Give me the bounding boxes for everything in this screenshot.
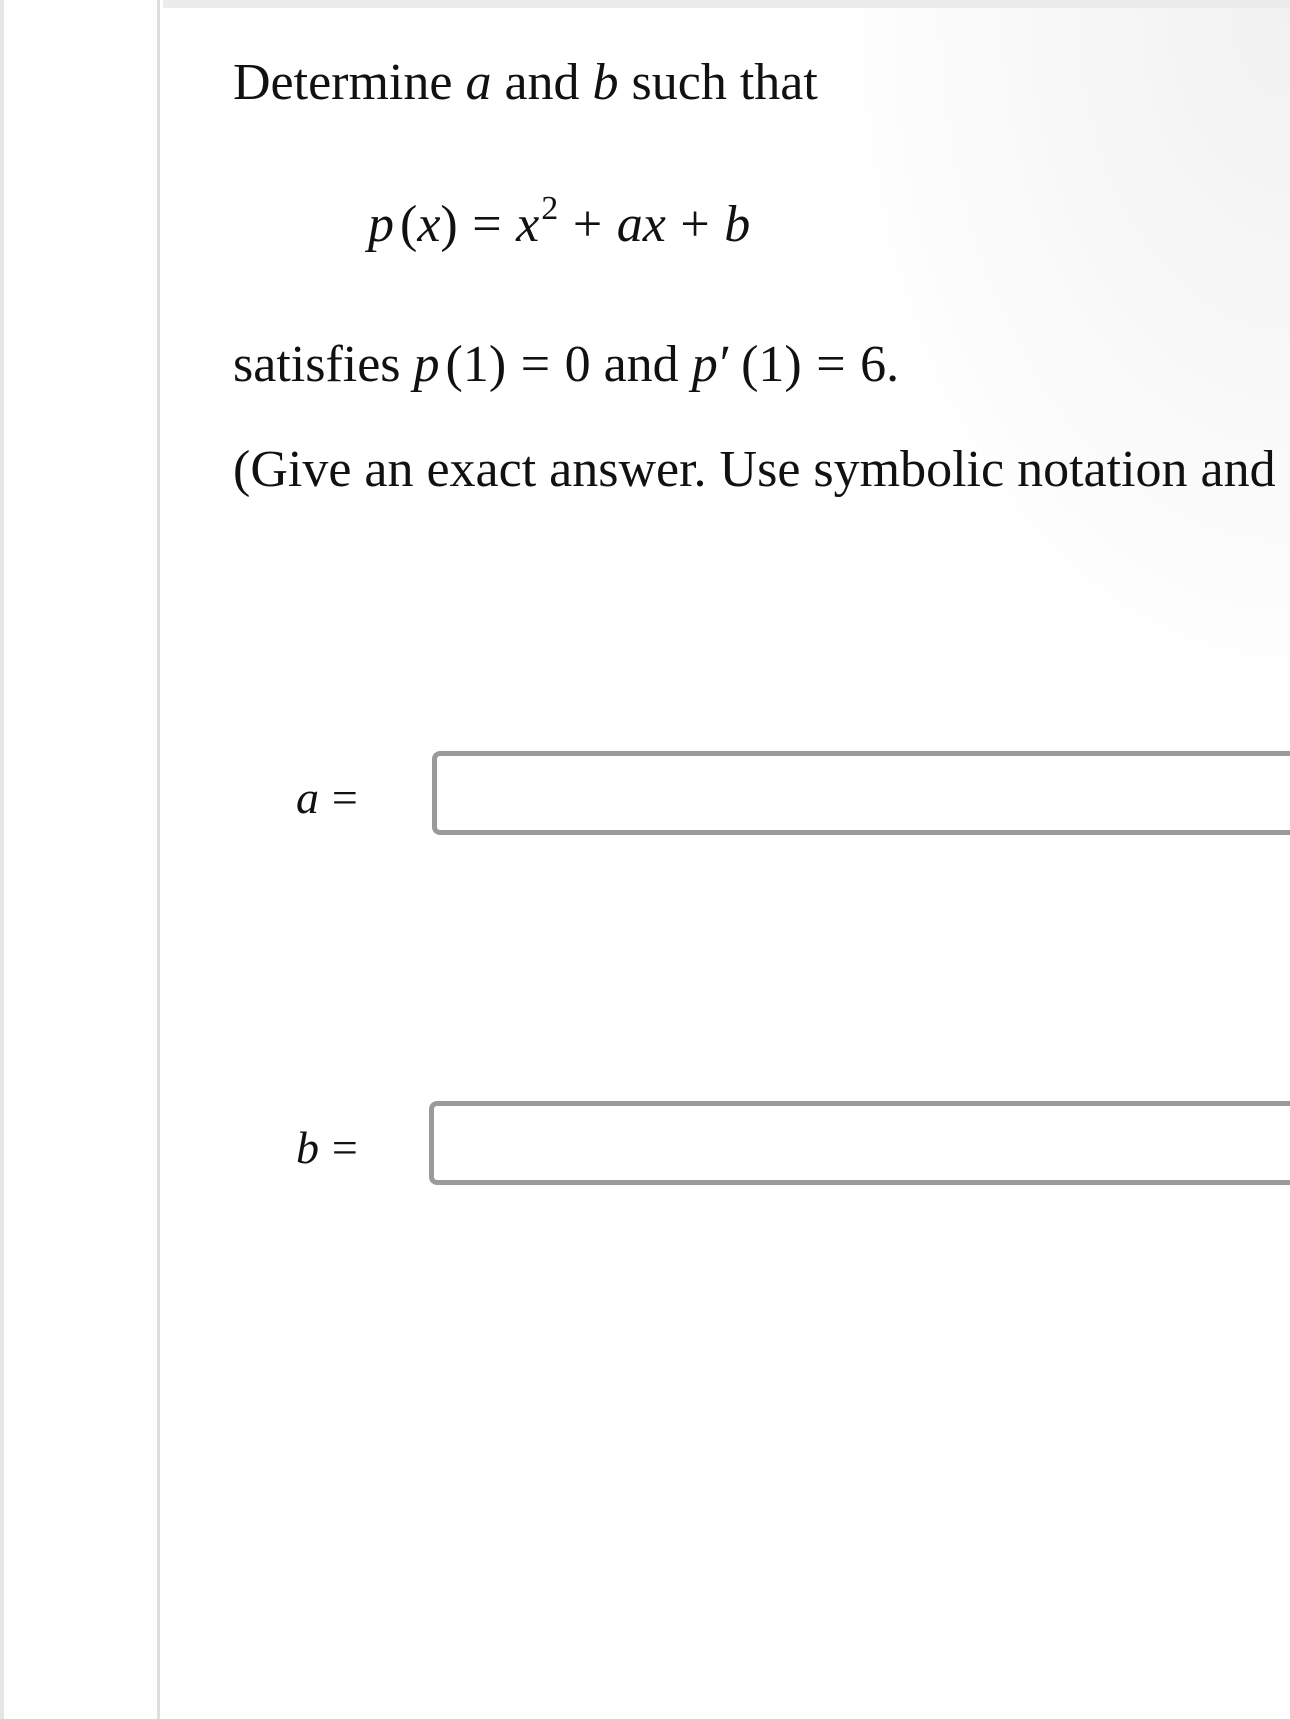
answer-b-var: b <box>296 1122 319 1173</box>
formula-fn-p: p <box>368 196 394 253</box>
cond-word-satisfies: satisfies <box>233 336 401 393</box>
cond-arg-2: (1) <box>741 336 802 393</box>
cond-word-and: and <box>603 336 679 393</box>
answer-b-input[interactable] <box>429 1101 1290 1185</box>
answer-a-label <box>296 773 371 823</box>
question-conditions <box>233 335 899 395</box>
formula-close-paren: ) <box>440 196 458 253</box>
cond-equals-2: = <box>816 336 846 393</box>
intro-var-a: a <box>465 54 492 111</box>
answer-a-equals: = <box>331 772 358 823</box>
cond-value-0: 0 <box>564 336 591 393</box>
cond-fn-p: p <box>413 336 440 393</box>
answer-b-label <box>296 1123 371 1173</box>
cond-equals-1: = <box>520 336 551 393</box>
formula-b: b <box>724 196 751 253</box>
formula-x: x <box>516 196 540 253</box>
formula-plus-1: + <box>572 196 603 253</box>
formula-equals: = <box>472 196 502 253</box>
formula-exponent: 2 <box>541 190 559 227</box>
cond-prime: ′ <box>719 336 732 393</box>
intro-word-such-that: such that <box>631 54 818 111</box>
cond-arg-1: (1) <box>445 336 507 393</box>
cond-value-6: 6. <box>860 336 900 393</box>
intro-word-determine: Determine <box>233 54 453 111</box>
polynomial-formula <box>368 190 751 261</box>
intro-word-and: and <box>504 54 580 111</box>
formula-ax: ax <box>616 196 666 253</box>
formula-var-x: x <box>417 196 441 253</box>
answer-instructions: (Give an exact answer. Use symbolic notation and <box>233 441 1276 498</box>
intro-var-b: b <box>592 54 619 111</box>
left-gutter <box>0 0 160 1719</box>
question-intro <box>233 53 818 113</box>
gutter-edge <box>0 0 4 1719</box>
question-card <box>163 0 1290 1719</box>
formula-plus-2: + <box>680 196 710 253</box>
answer-b-equals: = <box>331 1122 358 1173</box>
answer-a-var: a <box>296 772 319 823</box>
formula-open-paren: ( <box>400 196 418 253</box>
answer-a-input[interactable] <box>432 751 1290 835</box>
cond-fn-p-prime: p <box>691 336 718 393</box>
